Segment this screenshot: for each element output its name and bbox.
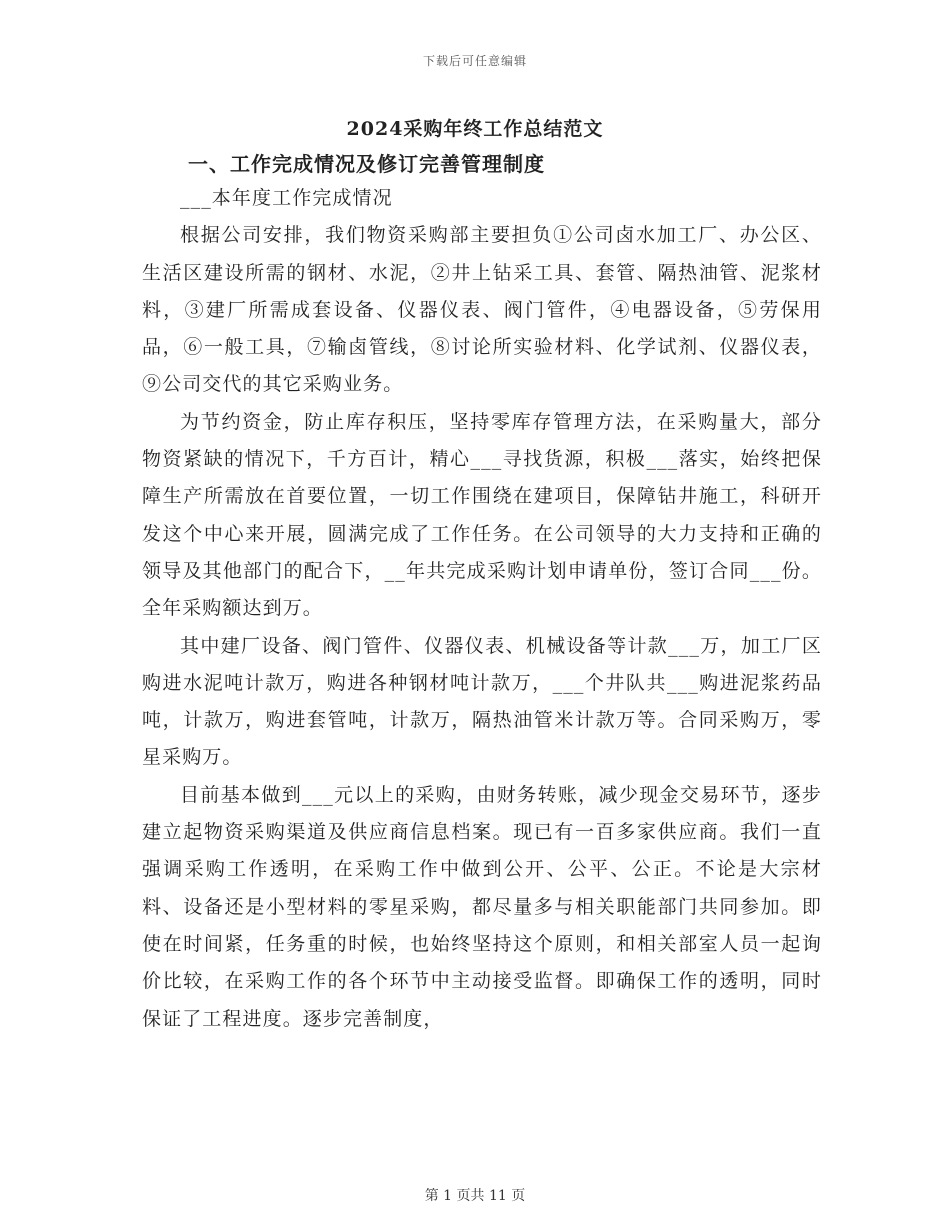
- paragraph: 目前基本做到___元以上的采购，由财务转账，减少现金交易环节，逐步建立起物资采购渠道及供应商信息档案。现已有一百多家供应商。我们一直强调采购工作透明，在采购工作中做到公开、公平、公正。不论是大宗材料、设备还是小型材料的零星采购，都尽量多与相关职能部门共同参加。即使在时间紧，任务重的时候，也始终坚持这个原则，和相关部室人员一起询价比较，在采购工作的各个环节中主动接受监督。即确保工作的透明，同时保证了工程进度。逐步完善制度，: [142, 783, 822, 1030]
- paragraph: 其中建厂设备、阀门管件、仪器仪表、机械设备等计款___万，加工厂区购进水泥吨计款万，购进各种钢材吨计款万，___个井队共___购进泥浆药品吨，计款万，购进套管吨，计款万，隔热油管米计款万等。合同采购万，零星采购万。: [142, 634, 822, 769]
- paragraph: 根据公司安排，我们物资采购部主要担负①公司卤水加工厂、办公区、生活区建设所需的钢材、水泥，②井上钻采工具、套管、隔热油管、泥浆材料，③建厂所需成套设备、仪器仪表、阀门管件，④电器设备，⑤劳保用品，⑥一般工具，⑦输卤管线，⑧讨论所实验材料、化学试剂、仪器仪表，⑨公司交代的其它采购业务。: [142, 224, 822, 396]
- section-heading: 一、工作完成情况及修订完善管理制度: [188, 152, 545, 176]
- document-body: [142, 180, 822, 1038]
- document-title: 2024采购年终工作总结范文: [346, 118, 604, 140]
- page-header-note: 下载后可任意编辑: [422, 54, 527, 68]
- paragraph-subheading: ___本年度工作完成情况: [180, 187, 393, 209]
- page-number: 第 1 页共 11 页: [424, 1188, 526, 1204]
- paragraph: 为节约资金，防止库存积压，坚持零库存管理方法，在采购量大，部分物资紧缺的情况下，千方百计，精心___寻找货源，积极___落实，始终把保障生产所需放在首要位置，一切工作围绕在建项目，保障钻井施工，科研开发这个中心来开展，圆满完成了工作任务。在公司领导的大力支持和正确的领导及其他部门的配合下，__年共完成采购计划申请单份，签订合同___份。全年采购额达到万。: [142, 410, 822, 620]
